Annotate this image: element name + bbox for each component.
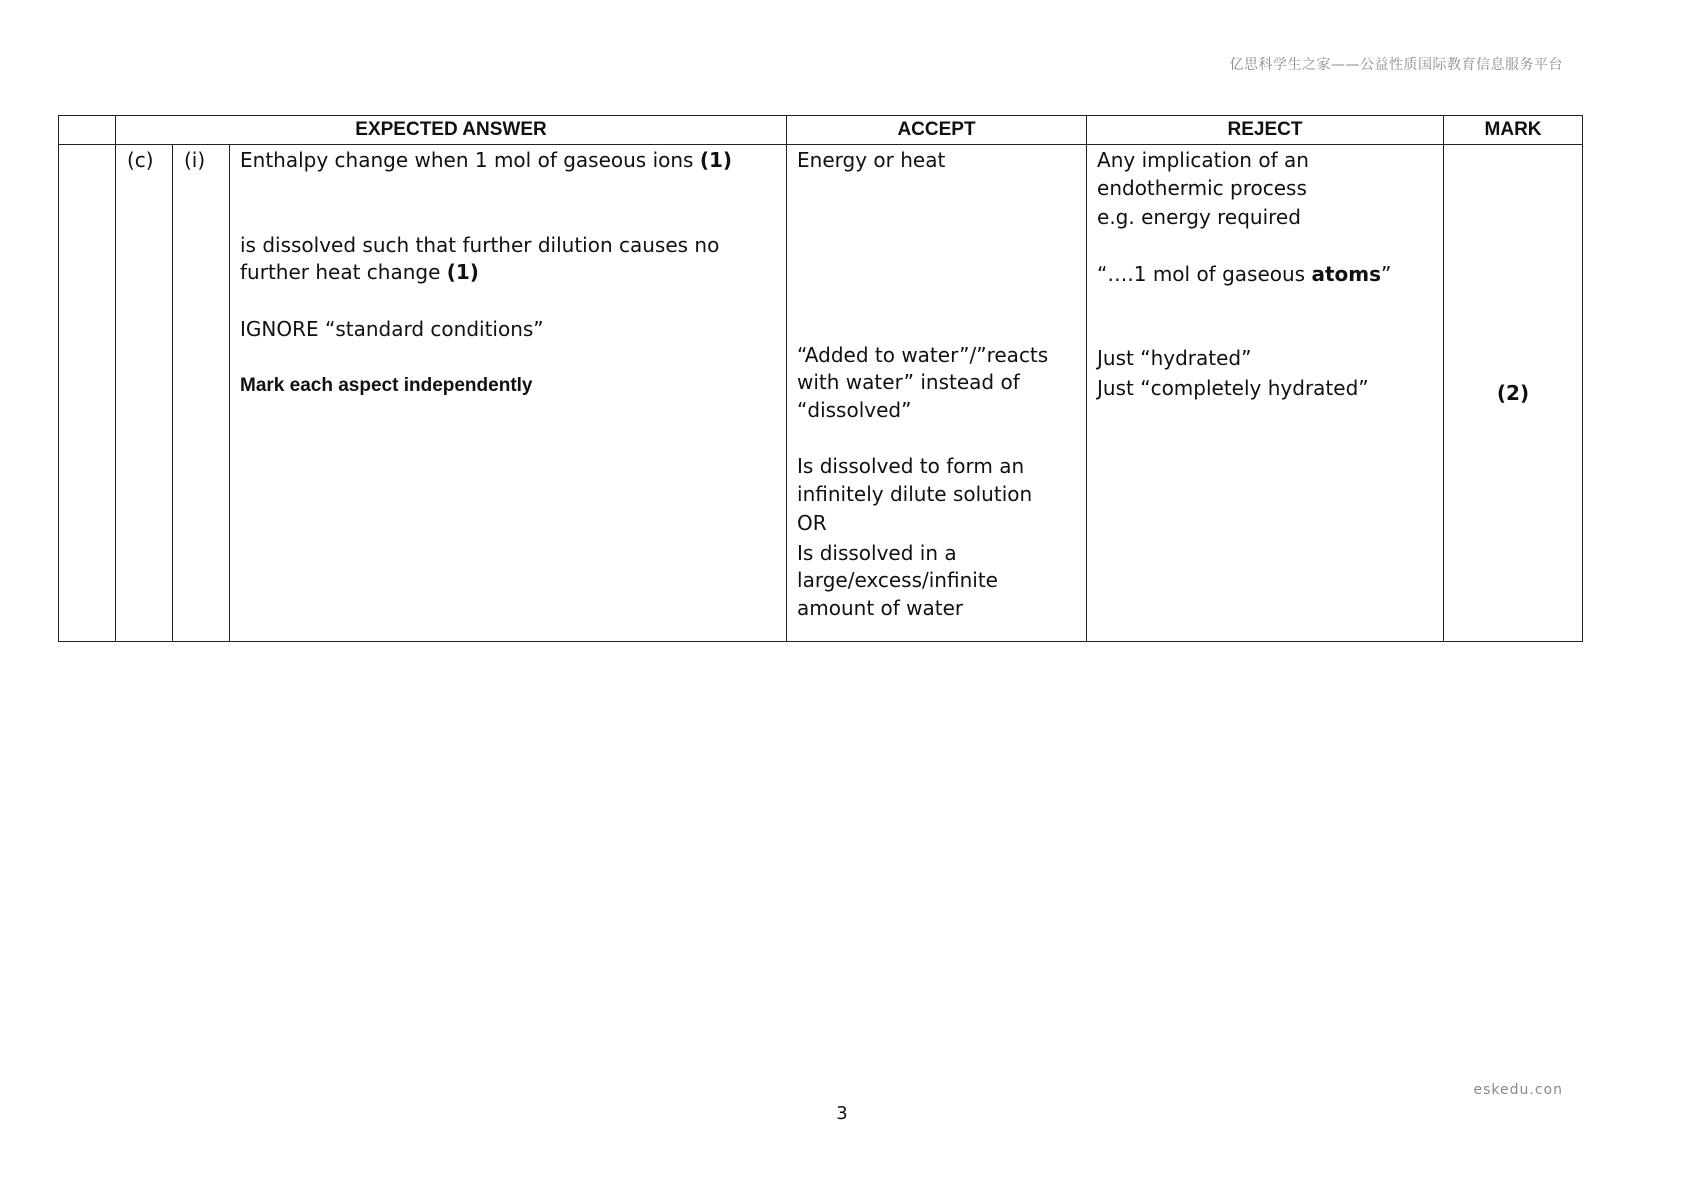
expected-mark-note: Mark each aspect independently <box>240 375 533 396</box>
reject-item-2-bold: atoms <box>1311 261 1381 286</box>
expected-answer-cell <box>230 145 787 642</box>
expected-line2: is dissolved such that further dilution causes no further heat change <box>240 232 726 284</box>
expected-answer-line2 <box>230 230 786 287</box>
mark-cell: (2) <box>1444 145 1583 642</box>
subpart-label: (i) <box>184 148 206 172</box>
question-number-cell <box>59 145 116 642</box>
accept-item-3: Is dissolved to form an infinitely dilute solution <box>797 454 1033 506</box>
header-expected-answer: EXPECTED ANSWER <box>116 116 787 145</box>
page-number: 3 <box>836 1103 848 1124</box>
expected-line1-mark: (1) <box>699 148 733 172</box>
mark-scheme-table <box>58 115 1583 642</box>
header-watermark: 亿思科学生之家——公益性质国际教育信息服务平台 <box>1229 57 1563 73</box>
expected-line1: Enthalpy change when 1 mol of gaseous ions <box>240 148 694 172</box>
subpart-cell <box>173 145 230 642</box>
accept-item-1: Energy or heat <box>797 148 946 172</box>
expected-line2-mark: (1) <box>446 260 479 284</box>
header-reject: REJECT <box>1087 116 1444 145</box>
reject-item-3: Just “hydrated” <box>1097 346 1252 370</box>
reject-item-1b: e.g. energy required <box>1097 205 1301 229</box>
header-mark: MARK <box>1444 116 1583 145</box>
part-cell <box>116 145 173 642</box>
accept-item-2: “Added to water”/”reacts with water” instead of “dissolved” <box>797 342 1055 422</box>
expected-answer-content <box>230 145 786 175</box>
accept-item-4: Is dissolved in a large/excess/infinite amount of water <box>797 540 1005 620</box>
table-header-row <box>59 116 1583 145</box>
reject-item-1: Any implication of an endothermic process <box>1097 148 1316 200</box>
footer-watermark: eskedu.con <box>1473 1082 1563 1098</box>
expected-ignore-note: IGNORE “standard conditions” <box>240 316 544 341</box>
header-blank-cell <box>59 116 116 145</box>
reject-item-2-prefix: “….1 mol of gaseous <box>1097 261 1312 286</box>
reject-cell <box>1087 145 1444 642</box>
part-label: (c) <box>127 148 154 172</box>
reject-item-2-suffix: ” <box>1381 261 1392 286</box>
reject-item-2 <box>1087 259 1443 289</box>
accept-or: OR <box>797 511 827 535</box>
header-accept: ACCEPT <box>787 116 1087 145</box>
reject-item-4: Just “completely hydrated” <box>1097 375 1369 400</box>
table-row <box>59 145 1583 642</box>
accept-cell <box>787 145 1087 642</box>
